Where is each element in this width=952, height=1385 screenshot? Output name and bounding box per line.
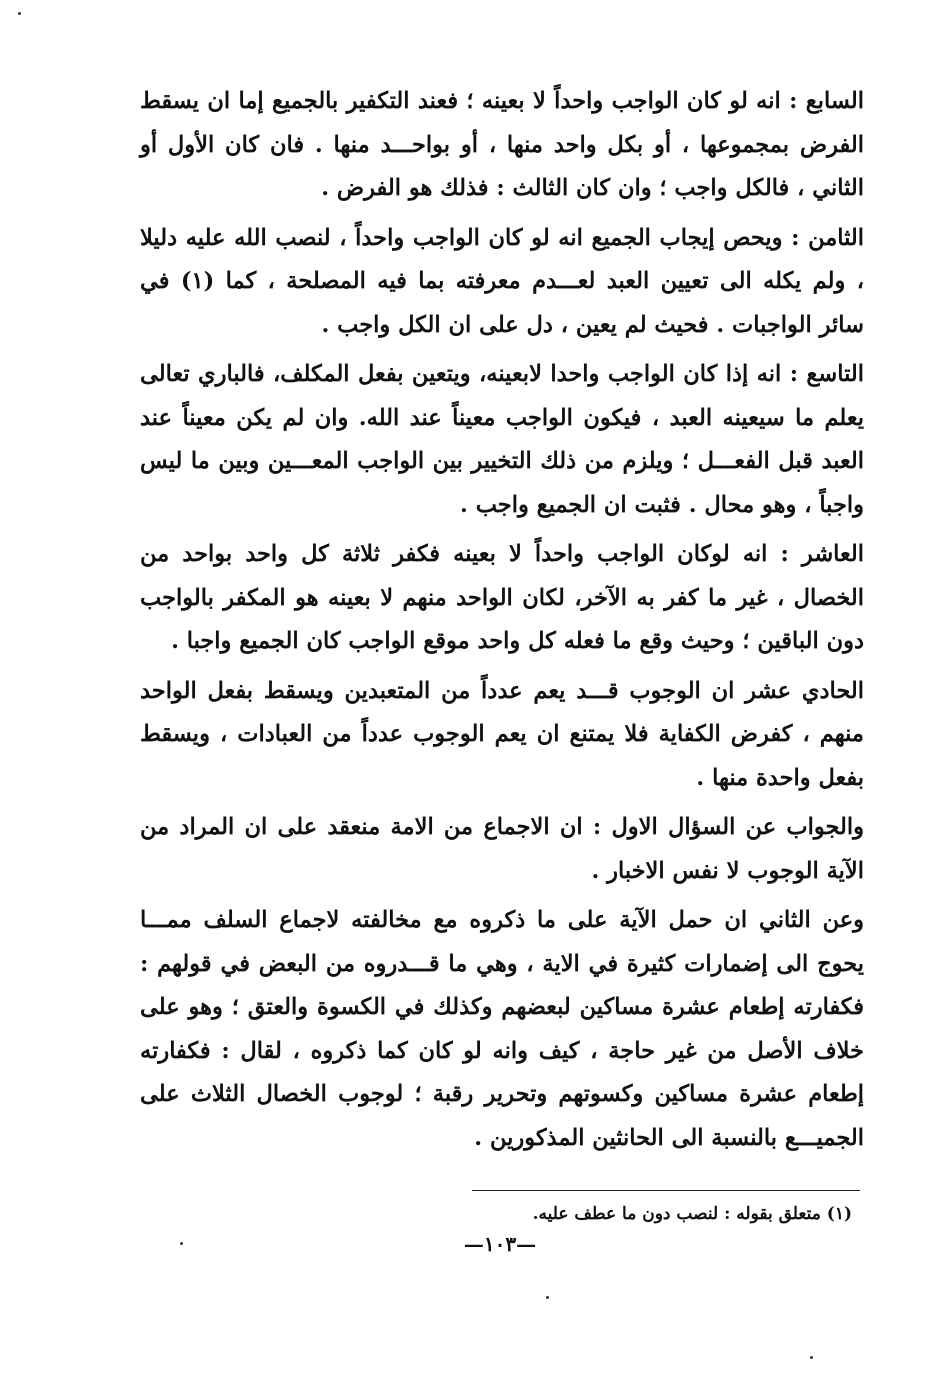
scan-speck (180, 1242, 183, 1245)
paragraph-ninth: التاسع : انه إذا كان الواجب واحدا لابعينه، ويتعين بفعل المكلف، فالباري تعالى يعلم ما سيعينه العبد ، فيكون الواجب معيناً عند الله. وان لم يكن معيناً عند العبد قبل الفعـــل ؛ ويلزم من ذلك التخيير بين الواجب المعـــين وبين ما ليس واجباً ، وهو محال . فثبت ان الجميع واجب . (140, 361, 864, 518)
scan-speck (810, 1356, 813, 1359)
page-body (140, 80, 864, 1166)
page-number: —١٠٣— (463, 1232, 537, 1256)
scan-speck (18, 12, 21, 15)
footnote: (١) متعلق بقوله : لنصب دون ما عطف عليه. (532, 1204, 852, 1224)
paragraph-eleventh: الحادي عشر ان الوجوب قـــد يعم عدداً من المتعبدين ويسقط بفعل الواحد منهم ، كفرض الكفاية فلا يمتنع ان يعم الوجوب عدداً من العبادات ، ويسقط بفعل واحدة منها . (140, 677, 864, 791)
scan-speck (546, 1296, 549, 1299)
paragraph-eighth: الثامن : ويحص إيجاب الجميع انه لو كان الواجب واحداً ، لنصب الله عليه دليلا ، ولم يكله الى تعيين العبد لعـــدم معرفته بما فيه المصلحة ، كما (١) في سائر الواجبات . فحيث لم يعين ، دل على ان الكل واجب . (140, 224, 864, 338)
paragraph-answer-second: وعن الثاني ان حمل الآية على ما ذكروه مع مخالفته لاجماع السلف ممـــا يحوج الى إضمارات كثيرة في الاية ، وهي ما قـــدروه من البعض في قولهم : فكفارته إطعام عشرة مساكين لبعضهم وكذلك في الكسوة والعتق ؛ وهو على خلاف الأصل من غير حاجة ، كيف وانه لو كان كما ذكروه ، لقال : فكفارته إطعام عشرة مساكين وكسوتهم وتحرير رقبة ؛ لوجوب الخصال الثلاث على الجميـــع بالنسبة الى الحانثين المذكورين . (140, 907, 864, 1151)
footnote-divider (472, 1190, 860, 1191)
paragraph-answer-first: والجواب عن السؤال الاول : ان الاجماع من الامة منعقد على ان المراد من الآية الوجوب لا نفس الاخبار . (140, 814, 864, 884)
paragraph-seventh: السابع : انه لو كان الواجب واحداً لا بعينه ؛ فعند التكفير بالجميع إما ان يسقط الفرض بمجموعها ، أو بكل واحد منها ، أو بواحـــد منها . فان كان الأول أو الثاني ، فالكل واجب ؛ وان كان الثالث : فذلك هو الفرض . (140, 88, 864, 201)
paragraph-tenth: العاشر : انه لوكان الواجب واحداً لا بعينه فكفر ثلاثة كل واحد بواحد من الخصال ، غير ما كفر به الآخر، لكان الواحد منهم لا بعينه هو المكفر بالواجب دون الباقين ؛ وحيث وقع ما فعله كل واحد موقع الواجب كان الجميع واجبا . (140, 541, 864, 654)
